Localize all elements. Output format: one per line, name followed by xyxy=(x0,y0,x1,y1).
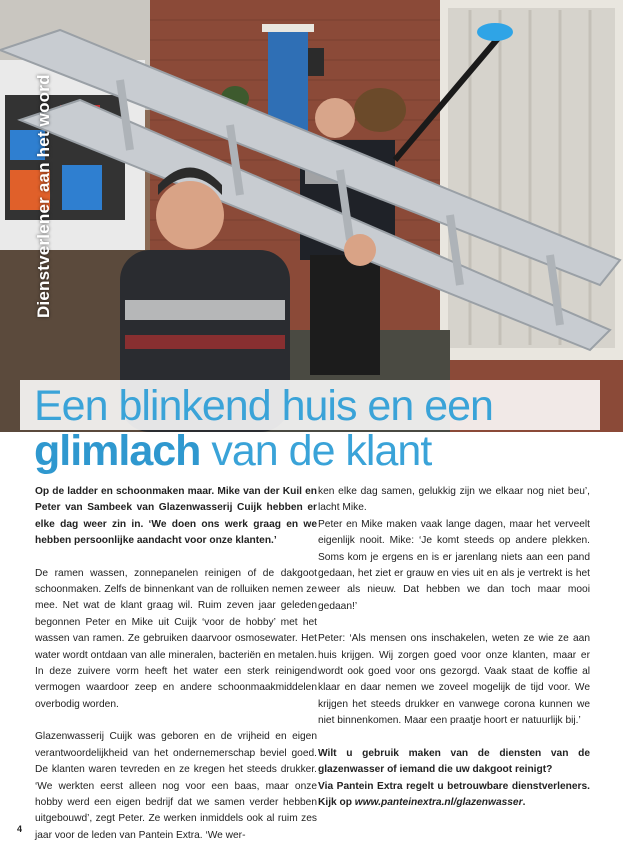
section-label: Dienstverlener aan het woord xyxy=(34,74,53,318)
page-number: 4 xyxy=(17,824,23,834)
article-paragraph: Peter: ‘Als mensen ons inschakelen, weten ze wie ze aan huis krijgen. Wij zorgen goed voor onze klanten, maar er wordt ook goed voor ons gezorgd. Vaak staat de koffie al klaar en daar nemen we zoveel mogelijk de tijd voor. We krijgen het steeds drukker en vanwege corona kunnen we niet binnenkomen. Maar een praatje hoort er natuurlijk bij.’ xyxy=(318,633,590,727)
article-lead: Op de ladder en schoonmaken maar. Mike van der Kuil en Peter van Sambeek van Glazenwasserij Cuijk hebben er elke dag weer zin in. ‘We doen ons werk graag en we hebben persoonlijke aandacht voor onze klanten.’ xyxy=(35,486,317,547)
headline-line-2-rest: van de klant xyxy=(200,427,432,475)
cta-end: . xyxy=(522,796,526,808)
website-link[interactable]: www.panteinextra.nl/glazenwasser xyxy=(354,796,523,808)
cta-question: Wilt u gebruik maken van de diensten van de glazenwasser of iemand die uw dakgoot reinigt? xyxy=(318,747,590,776)
article-paragraph: ken elke dag samen, gelukkig zijn we elkaar nog niet beu’, lacht Mike. xyxy=(318,486,590,514)
article-column-left xyxy=(35,484,317,844)
article-paragraph: Peter en Mike maken vaak lange dagen, maar het verveelt eigenlijk nooit. Mike: ‘Je komt steeds op andere plekken. Soms kom je ergens en is er jarenlang niets aan een pand gedaan, het ziet er grauw en vies uit en als je vertrekt is het weer als nieuw. Dat hebben we dan toch maar mooi gedaan!’ xyxy=(318,518,590,612)
article-paragraph: Glazenwasserij Cuijk was geboren en de vrijheid en eigen verantwoordelijkheid van het ondernemerschap beviel goed. De klanten waren tevreden en ze kregen het steeds drukker. ‘We werkten eerst alleen nog voor een baas, maar onze hobby werd een eigen bedrijf dat we samen verder hebben uitgebouwd’, zegt Peter. Ze werken inmiddels ook al ruim zes jaar voor de leden van Pantein Extra. ‘We wer- xyxy=(35,731,317,841)
headline-line-2 xyxy=(34,427,431,475)
headline-line-1: Een blinkend huis en een xyxy=(34,382,493,430)
call-to-action xyxy=(318,746,590,812)
article-paragraph: De ramen wassen, zonnepanelen reinigen of de dakgoot schoonmaken. Zelfs de binnenkant van de rolluiken nemen ze mee. Net wat de klant graag wil. Ruim zeven jaar geleden begonnen Peter en Mike uit Cuijk ‘voor de hobby’ met het wassen van ramen. Ze gebruiken daarvoor osmosewater. Het water wordt ontdaan van alle mineralen, bacteriën en metalen. In deze zuivere vorm heeft het water een sterk reinigend vermogen waardoor zeep en andere schoonmaakmiddelen overbodig worden. xyxy=(35,567,317,710)
cta-line: Via Pantein Extra regelt u betrouwbare dienstverleners. Kijk op xyxy=(318,780,590,808)
headline-emphasis: glimlach xyxy=(34,427,201,475)
article-column-right xyxy=(318,484,590,811)
